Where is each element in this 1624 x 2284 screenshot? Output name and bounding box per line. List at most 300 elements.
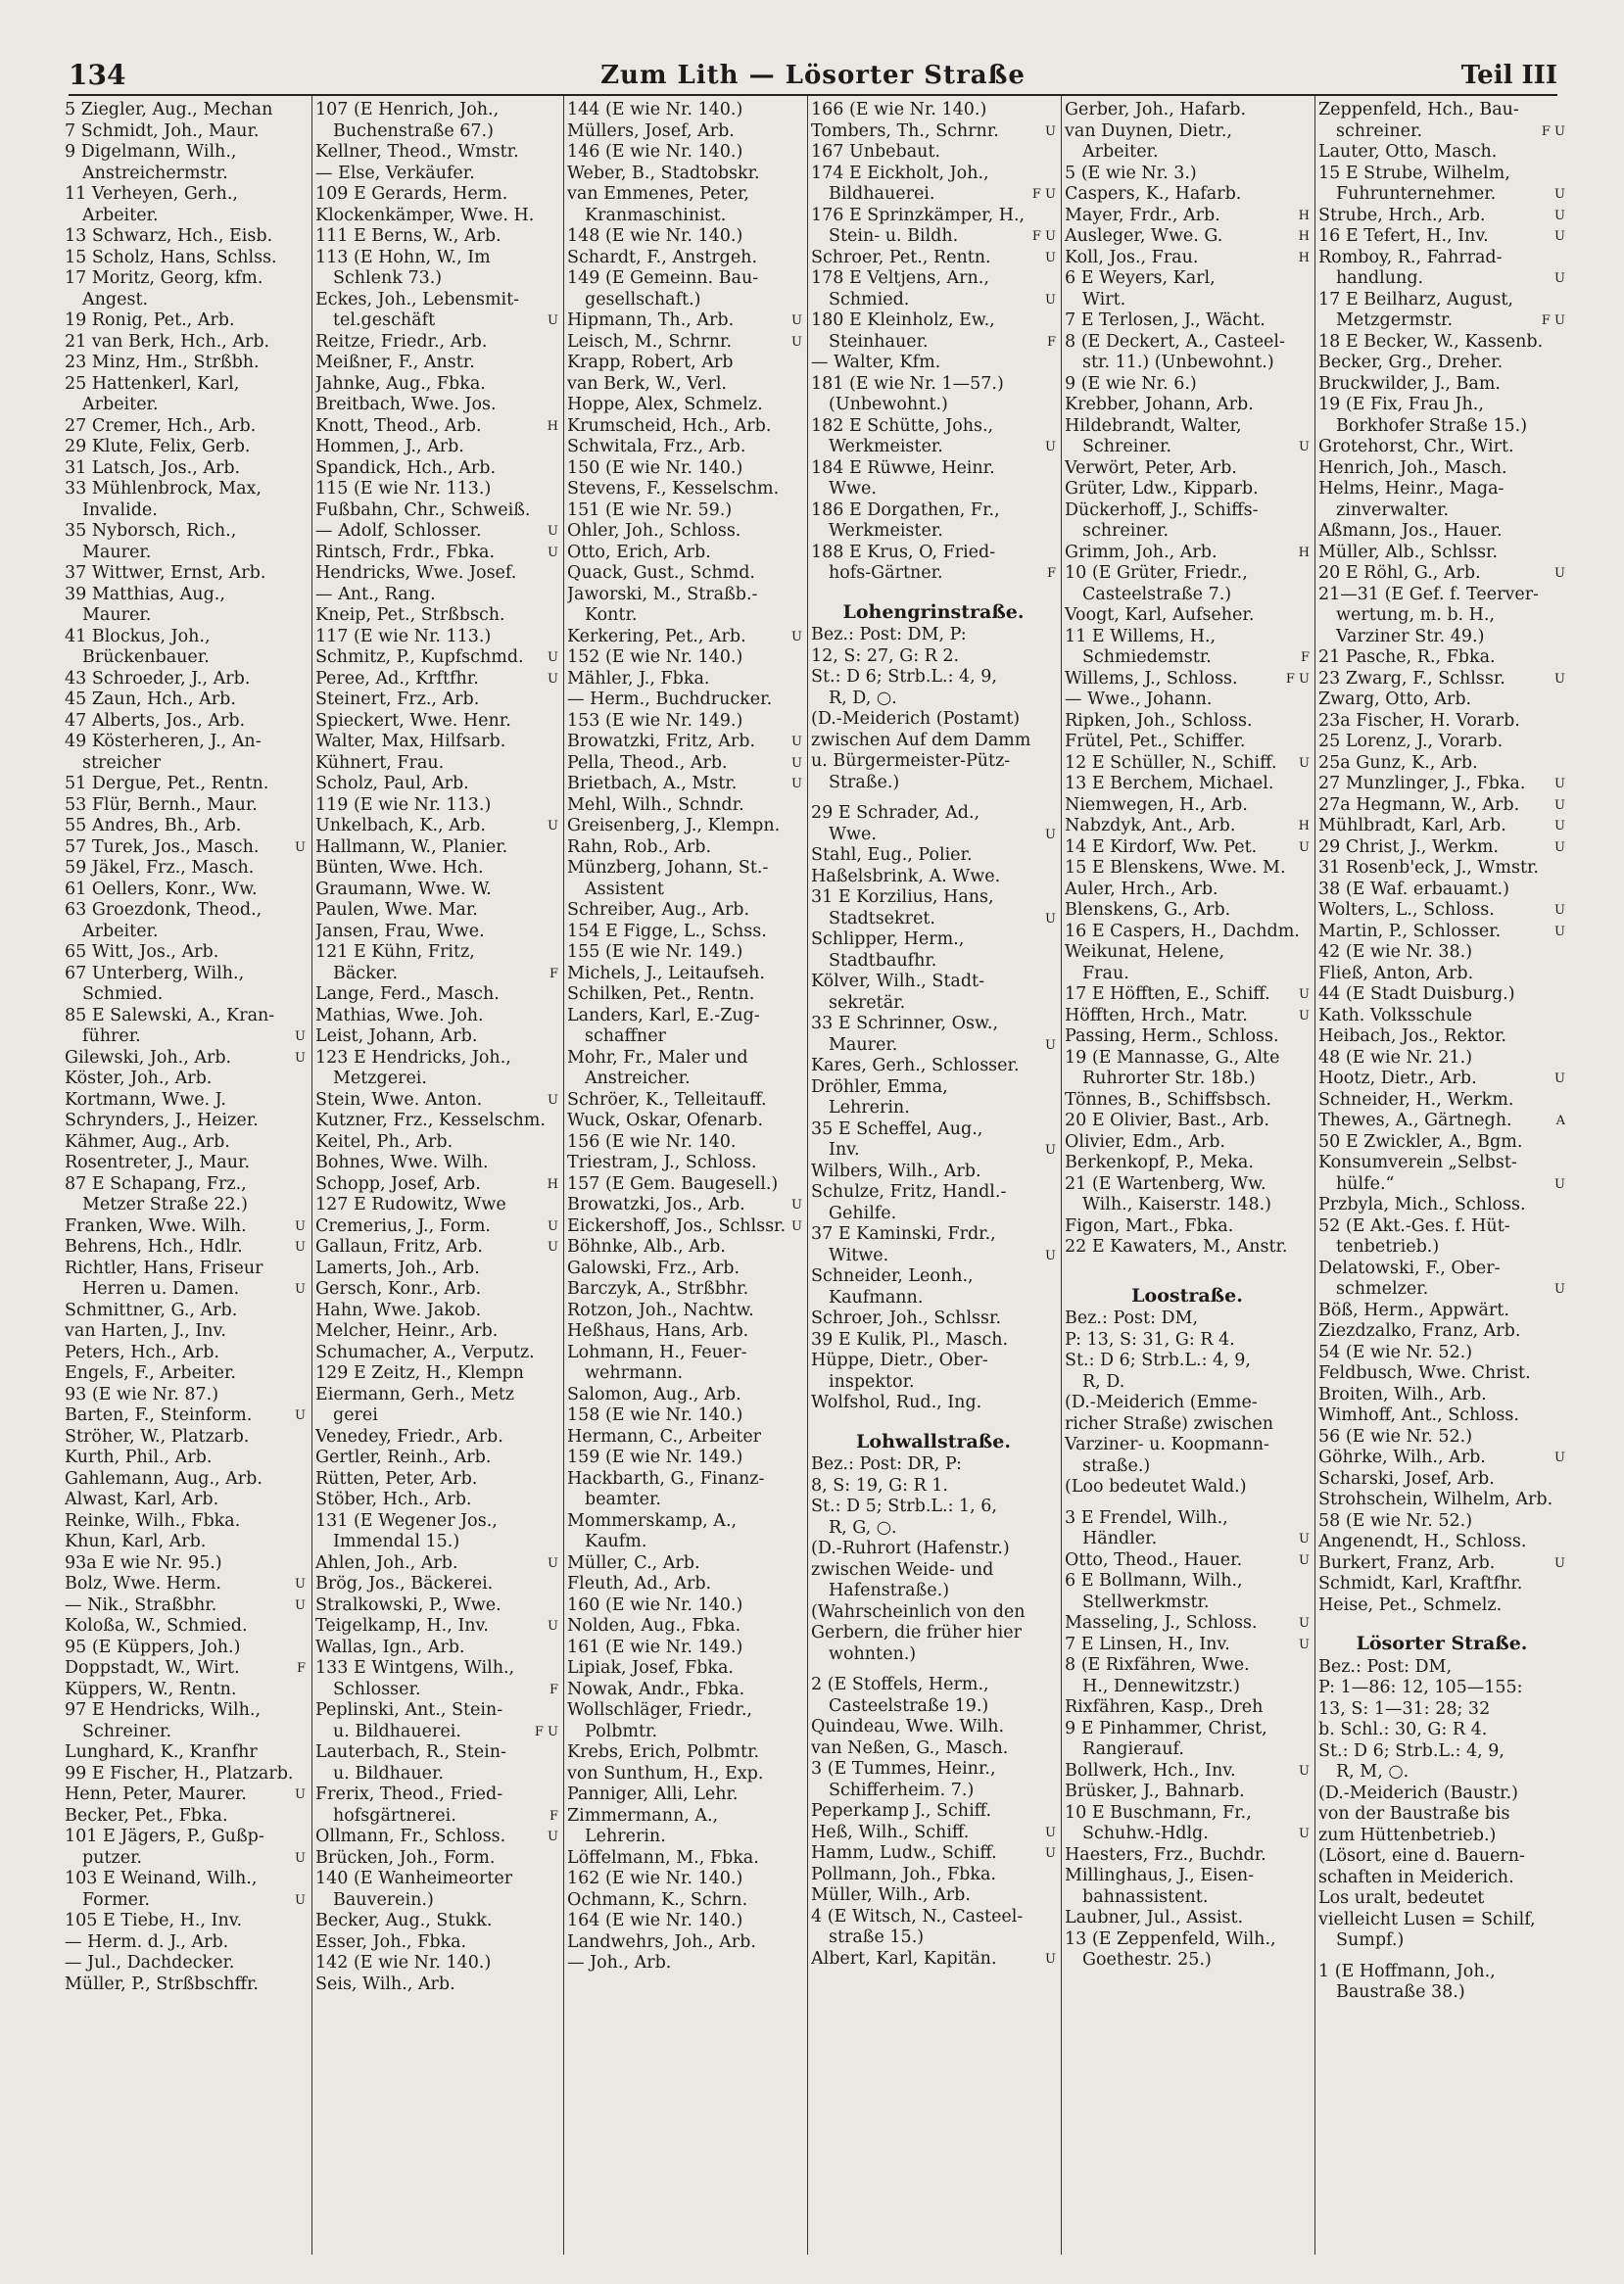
entry-text: 6 E Bollmann, Wilh., <box>1065 1571 1243 1591</box>
directory-entry-line <box>1065 458 1310 480</box>
entry-suffix-marker: U <box>1554 1176 1565 1192</box>
entry-text: Helms, Heinr., Maga- <box>1318 479 1505 499</box>
directory-entry-line <box>1318 669 1565 690</box>
entry-text: Müller, Alb., Schlssr. <box>1318 542 1499 562</box>
directory-entry-line <box>65 374 306 396</box>
directory-entry-line <box>1065 732 1310 753</box>
entry-text: Esser, Joh., Fbka. <box>315 1931 467 1952</box>
entry-text: 140 (E Wanheimeorter <box>315 1869 513 1888</box>
entry-text: Brückenbauer. <box>82 647 210 667</box>
entry-suffix-marker: U <box>548 545 558 560</box>
directory-entry-line <box>65 1700 306 1722</box>
spacer <box>1318 1952 1565 1962</box>
directory-entry-line <box>315 206 558 227</box>
entry-text: Hallmann, W., Planier. <box>315 836 508 857</box>
entry-text: 164 (E wie Nr. 140.) <box>567 1911 743 1930</box>
directory-entry-line <box>567 437 802 458</box>
entry-text: — Herm., Buchdrucker. <box>567 690 773 709</box>
entry-suffix-marker: U <box>1554 777 1565 791</box>
directory-entry-line <box>811 1696 1056 1718</box>
directory-entry-line <box>65 1195 306 1216</box>
entry-text: 11 Verheyen, Gerh., <box>65 184 238 204</box>
entry-text: Hildebrandt, Walter, <box>1065 415 1242 436</box>
directory-entry-line <box>1065 1908 1310 1929</box>
entry-text: Pella, Theod., Arb. <box>567 752 728 773</box>
directory-entry-line <box>567 353 802 374</box>
directory-entry-line <box>315 1237 558 1259</box>
entry-text: Kaufm. <box>585 1532 647 1551</box>
entry-text: Paulen, Wwe. Mar. <box>315 900 478 920</box>
column-divider <box>563 96 564 2255</box>
entry-text: Angenendt, H., Schloss. <box>1318 1532 1527 1551</box>
spacer <box>811 1665 1056 1675</box>
directory-entry-line <box>811 1476 1056 1498</box>
entry-text: 9 Digelmann, Wilh., <box>65 142 237 162</box>
entry-text: Fleuth, Ad., Arb. <box>567 1574 712 1594</box>
directory-entry-line <box>65 1616 306 1638</box>
directory-entry-line <box>65 142 306 164</box>
entry-text: Bez.: Post: DM, <box>1065 1309 1199 1328</box>
directory-entry-line <box>315 1975 558 1996</box>
entry-suffix-marker: U <box>1554 819 1565 833</box>
directory-entry-line <box>65 1848 306 1870</box>
entry-text: 188 E Krus, O, Fried- <box>811 542 996 562</box>
entry-text: Gahlemann, Aug., Arb. <box>65 1468 263 1489</box>
entry-text: 7 E Terlosen, J., Wächt. <box>1065 310 1266 330</box>
directory-entry-line <box>65 837 306 859</box>
entry-text: 7 E Linsen, H., Inv. <box>1065 1634 1230 1654</box>
directory-entry-line <box>1318 1699 1565 1721</box>
entry-suffix-marker: U <box>295 1892 306 1908</box>
entry-text: Khun, Karl, Arb. <box>65 1532 207 1551</box>
directory-entry-line <box>567 753 802 775</box>
entry-suffix-marker: U <box>1554 671 1565 687</box>
entry-text: Bez.: Post: DM, <box>1318 1656 1453 1677</box>
entry-text: Sumpf.) <box>1336 1930 1405 1950</box>
entry-text: H., Dennewitzstr.) <box>1082 1676 1240 1696</box>
entry-text: richer Straße) zwischen <box>1065 1413 1274 1434</box>
directory-entry-line <box>567 1574 802 1595</box>
entry-text: (Wahrscheinlich von den <box>811 1601 1026 1622</box>
entry-text: Former. <box>82 1889 151 1910</box>
directory-entry-line <box>315 1153 558 1174</box>
directory-entry-line <box>811 1623 1056 1644</box>
directory-entry-line <box>315 100 558 121</box>
entry-text: 27a Hegmann, W., Arb. <box>1318 794 1520 815</box>
entry-text: 161 (E wie Nr. 149.) <box>567 1637 743 1657</box>
directory-entry-line <box>1065 1782 1310 1803</box>
entry-text: Bez.: Post: DM, P: <box>811 625 967 644</box>
entry-text: Hahn, Wwe. Jakob. <box>315 1300 482 1320</box>
entry-text: 182 E Schütte, Johs., <box>811 415 994 436</box>
directory-entry-line <box>567 1385 802 1406</box>
directory-entry-line <box>567 647 802 669</box>
directory-entry-line <box>1065 1655 1310 1677</box>
entry-text: Lamerts, Joh., Arb. <box>315 1258 480 1278</box>
entry-text: Zwarg, Otto, Arb. <box>1318 690 1472 709</box>
entry-text: 105 E Tiebe, H., Inv. <box>65 1911 243 1930</box>
directory-entry-line <box>1318 1405 1565 1427</box>
entry-text: 22 E Kawaters, M., Anstr. <box>1065 1237 1288 1257</box>
entry-suffix-marker: U <box>548 1218 558 1234</box>
entry-text: 174 E Eickholt, Joh., <box>811 163 989 183</box>
directory-entry-line <box>1065 1697 1310 1719</box>
directory-entry-line <box>315 1932 558 1954</box>
entry-text: schreiner. <box>1082 521 1170 541</box>
entry-text: Lehrerin. <box>585 1827 666 1846</box>
entry-text: von Sunthum, H., Exp. <box>567 1763 764 1784</box>
entry-text: 35 E Scheffel, Aug., <box>811 1118 983 1139</box>
directory-entry-line <box>1318 1930 1565 1952</box>
entry-text: 17 Moritz, Georg, kfm. <box>65 268 263 288</box>
entry-text: 48 (E wie Nr. 21.) <box>1318 1047 1473 1068</box>
directory-entry-line <box>1065 543 1310 564</box>
entry-text: schmelzer. <box>1336 1279 1429 1299</box>
directory-entry-line <box>315 1890 558 1912</box>
directory-entry-line <box>315 858 558 880</box>
entry-text: Peperkamp J., Schiff. <box>811 1801 992 1821</box>
directory-entry-line <box>567 500 802 522</box>
entry-text: Brüsker, J., Bahnarb. <box>1065 1782 1245 1801</box>
directory-entry-line <box>315 1658 558 1680</box>
entry-text: 154 E Figge, L., Schss. <box>567 921 767 941</box>
directory-entry-line <box>1065 1006 1310 1027</box>
entry-text: 52 (E Akt.-Ges. f. Hüt- <box>1318 1215 1510 1236</box>
entry-text: Franken, Wwe. Wilh. <box>65 1215 247 1236</box>
directory-entry-line <box>1065 837 1310 859</box>
directory-entry-line <box>1318 1532 1565 1553</box>
entry-text: — Nik., Straßbhr. <box>65 1594 217 1615</box>
entry-text: Gilewski, Joh., Arb. <box>65 1047 232 1068</box>
directory-entry-line <box>1065 669 1310 690</box>
directory-entry-line <box>65 1827 306 1848</box>
directory-entry-line <box>315 1869 558 1890</box>
entry-text: Leisch, M., Schrnr. <box>567 331 733 352</box>
directory-entry-line <box>315 248 558 269</box>
directory-entry-line <box>1065 880 1310 901</box>
directory-entry-line <box>567 1195 802 1216</box>
entry-suffix-marker: F <box>549 1682 558 1697</box>
entry-text: R, D. <box>1082 1371 1125 1392</box>
directory-entry-line <box>567 310 802 332</box>
directory-entry-line <box>811 268 1056 290</box>
entry-text: Keitel, Ph., Arb. <box>315 1131 454 1152</box>
entry-text: Gehilfe. <box>829 1203 897 1223</box>
directory-entry-line <box>315 1363 558 1385</box>
directory-entry-line <box>315 332 558 354</box>
entry-text: Schlipper, Herm., <box>811 929 965 949</box>
directory-entry-line <box>1318 1511 1565 1533</box>
directory-entry-line <box>315 1511 558 1533</box>
directory-entry-line <box>811 1204 1056 1225</box>
entry-text: Melcher, Heinr., Arb. <box>315 1321 499 1341</box>
directory-entry-line <box>567 563 802 585</box>
directory-entry-line <box>811 1602 1056 1624</box>
entry-text: 152 (E wie Nr. 140.) <box>567 647 743 667</box>
directory-entry-line <box>65 669 306 690</box>
entry-text: Henrich, Joh., Masch. <box>1318 457 1507 478</box>
directory-entry-line <box>1318 900 1565 922</box>
directory-entry-line <box>65 1911 306 1932</box>
entry-text: 11 E Willems, H., <box>1065 626 1217 646</box>
directory-entry-line <box>65 1111 306 1132</box>
directory-entry-line <box>315 142 558 164</box>
entry-suffix-marker: U <box>1554 208 1565 223</box>
directory-entry-line <box>315 690 558 711</box>
entry-text: Anstreichermstr. <box>82 163 228 183</box>
entry-text: Grotehorst, Chr., Wirt. <box>1318 437 1514 456</box>
directory-entry-line <box>315 543 558 564</box>
entry-text: Wollschläger, Friedr., <box>567 1700 752 1720</box>
directory-entry-line <box>315 647 558 669</box>
entry-text: Varziner- u. Koopmann- <box>1065 1435 1269 1454</box>
entry-text: Immendal 15.) <box>333 1532 460 1551</box>
entry-text: van Harten, J., Inv. <box>65 1321 226 1341</box>
entry-text: 51 Dergue, Pet., Rentn. <box>65 774 269 793</box>
directory-entry-line <box>315 1279 558 1301</box>
directory-entry-line <box>315 1216 558 1238</box>
entry-text: 13, S: 1—31: 28; 32 <box>1318 1698 1491 1719</box>
entry-suffix-marker: U <box>295 1029 306 1044</box>
directory-entry-line <box>1318 647 1565 669</box>
entry-suffix-marker: U <box>1554 903 1565 918</box>
directory-entry-line <box>811 1246 1056 1267</box>
directory-entry-line <box>811 395 1056 416</box>
entry-text: 111 E Berns, W., Arb. <box>315 226 502 246</box>
entry-text: — Herm. d. J., Arb. <box>65 1931 229 1952</box>
directory-entry-line <box>1318 816 1565 837</box>
directory-entry-line <box>1318 1888 1565 1910</box>
directory-entry-line <box>315 290 558 311</box>
entry-suffix-marker: U <box>1554 566 1565 581</box>
entry-text: Cremerius, J., Form. <box>315 1215 491 1236</box>
entry-suffix-marker: U <box>1045 250 1056 265</box>
directory-entry-line <box>1318 1868 1565 1889</box>
directory-entry-line <box>811 1823 1056 1844</box>
entry-text: 109 E Gerards, Herm. <box>315 184 508 204</box>
directory-entry-line <box>1318 1678 1565 1699</box>
entry-text: Walter, Max, Hilfsarb. <box>315 732 506 751</box>
directory-entry-line <box>1318 1982 1565 2004</box>
entry-text: 142 (E wie Nr. 140.) <box>315 1953 492 1973</box>
directory-entry-line <box>315 900 558 922</box>
directory-entry-line <box>315 1385 558 1406</box>
entry-text: Bez.: Post: DR, P: <box>811 1454 962 1474</box>
entry-text: Schrynders, J., Heizer. <box>65 1111 259 1130</box>
entry-text: Willems, J., Schloss. <box>1065 668 1238 689</box>
entry-text: 49 Kösterheren, J., An- <box>65 732 262 751</box>
entry-text: Wilh., Kaiserstr. 148.) <box>1082 1195 1272 1214</box>
directory-entry-line <box>1065 753 1310 775</box>
directory-entry-line <box>567 1511 802 1533</box>
directory-entry-line <box>315 1764 558 1785</box>
entry-text: Schreiner. <box>1082 437 1172 456</box>
entry-text: Ochmann, K., Schrn. <box>567 1889 748 1910</box>
directory-entry-line <box>315 1069 558 1090</box>
entry-text: u. Bildhauer. <box>333 1763 444 1784</box>
entry-suffix-marker: H <box>1298 229 1310 244</box>
directory-entry-line <box>315 353 558 374</box>
directory-entry-line <box>811 1644 1056 1666</box>
entry-text: Haßelsbrink, A. Wwe. <box>811 866 1001 886</box>
directory-entry-line <box>567 1700 802 1722</box>
entry-text: Varziner Str. 49.) <box>1336 626 1485 646</box>
entry-text: Gersch, Konr., Arb. <box>315 1279 482 1299</box>
directory-entry-line <box>811 1162 1056 1183</box>
directory-entry-line <box>567 669 802 690</box>
entry-text: 181 (E wie Nr. 1—57.) <box>811 373 1004 394</box>
entry-text: St.: D 6; Strb.L.: 4, 9, <box>811 667 997 687</box>
directory-entry-line <box>1065 1824 1310 1845</box>
entry-text: str. 11.) (Unbewohnt.) <box>1082 353 1274 372</box>
entry-text: Straße.) <box>829 772 900 792</box>
entry-text: 57 Turek, Jos., Masch. <box>65 836 260 857</box>
entry-text: 23 Zwarg, F., Schlssr. <box>1318 668 1505 689</box>
directory-entry-line <box>1318 1132 1565 1154</box>
directory-entry-line <box>1318 1553 1565 1575</box>
directory-entry-line <box>65 164 306 185</box>
directory-entry-line <box>65 605 306 627</box>
entry-text: Blenskens, G., Arb. <box>1065 900 1231 920</box>
directory-entry-line <box>315 1595 558 1617</box>
entry-text: 9 (E wie Nr. 6.) <box>1065 373 1197 394</box>
entry-text: 7 Schmidt, Joh., Maur. <box>65 120 260 141</box>
entry-text: Hommen, J., Arb. <box>315 437 464 456</box>
directory-entry-line <box>315 164 558 185</box>
entry-text: 59 Jäkel, Frz., Masch. <box>65 858 255 878</box>
entry-suffix-marker: F <box>1046 566 1056 581</box>
directory-entry-line <box>315 1405 558 1427</box>
directory-entry-line <box>567 1301 802 1322</box>
entry-text: Otto, Erich, Arb. <box>567 542 711 562</box>
directory-entry-line <box>567 1532 802 1553</box>
entry-text: Nolden, Aug., Fbka. <box>567 1616 741 1636</box>
entry-text: 1 (E Hoffmann, Joh., <box>1318 1961 1496 1981</box>
entry-text: Stevens, F., Kesselschm. <box>567 479 780 499</box>
entry-text: Strohschein, Wilhelm, Arb. <box>1318 1490 1553 1509</box>
directory-entry-line <box>811 290 1056 311</box>
column-divider <box>807 96 808 2255</box>
directory-entry-line <box>1065 1069 1310 1090</box>
entry-text: Figon, Mart., Fbka. <box>1065 1215 1234 1236</box>
directory-entry-line <box>567 984 802 1006</box>
column-divider <box>1314 96 1315 2255</box>
entry-suffix-marker: U <box>548 524 558 539</box>
directory-entry-line <box>65 690 306 711</box>
entry-suffix-marker: U <box>1554 924 1565 939</box>
directory-entry-line <box>1065 1090 1310 1112</box>
entry-text: Schardt, F., Anstrgeh. <box>567 247 758 267</box>
directory-entry-line <box>65 1385 306 1406</box>
directory-entry-line <box>567 121 802 143</box>
entry-suffix-marker: F U <box>1031 229 1056 244</box>
directory-entry-line <box>65 1237 306 1259</box>
directory-entry-line <box>1065 964 1310 985</box>
entry-suffix-marker: U <box>791 735 802 749</box>
directory-entry-line <box>315 1343 558 1364</box>
entry-text: Becker, Aug., Stukk. <box>315 1911 493 1930</box>
entry-text: straße.) <box>1082 1455 1151 1476</box>
entry-suffix-marker: U <box>1045 292 1056 308</box>
directory-entry-line <box>315 1700 558 1722</box>
entry-text: Lipiak, Josef, Fbka. <box>567 1658 734 1678</box>
directory-entry-line <box>1318 732 1565 753</box>
entry-text: tel.geschäft <box>333 310 436 330</box>
directory-entry-line <box>65 395 306 416</box>
entry-text: Romboy, R., Fahrrad- <box>1318 247 1503 267</box>
entry-text: Schumacher, A., Verputz. <box>315 1342 535 1362</box>
directory-entry-line <box>811 1098 1056 1119</box>
entry-text: Schmied. <box>829 289 910 309</box>
entry-text: Werkmeister. <box>829 521 943 541</box>
directory-entry-line <box>315 774 558 795</box>
directory-entry-line <box>567 816 802 837</box>
entry-text: Mommerskamp, A., <box>567 1510 738 1531</box>
street-heading: Loostraße. <box>1131 1284 1243 1307</box>
directory-entry-line <box>1318 1804 1565 1826</box>
entry-text: Barten, F., Steinform. <box>65 1405 253 1425</box>
entry-text: Rixfähren, Kasp., Dreh <box>1065 1697 1264 1717</box>
entry-suffix-marker: U <box>1299 755 1310 771</box>
entry-text: 19 (E Fix, Frau Jh., <box>1318 395 1484 414</box>
directory-entry-line <box>1318 605 1565 627</box>
entry-text: Landwehrs, Joh., Arb. <box>567 1931 756 1952</box>
entry-text: Olivier, Edm., Arb. <box>1065 1131 1225 1152</box>
entry-suffix-marker: U <box>548 671 558 687</box>
entry-text: Ziezdzalko, Franz, Arb. <box>1318 1321 1521 1341</box>
entry-text: Mohr, Fr., Maler und <box>567 1047 748 1068</box>
directory-entry-line <box>567 1722 802 1743</box>
directory-entry-line <box>65 1511 306 1533</box>
entry-text: Angest. <box>82 289 149 309</box>
entry-text: van Duynen, Dietr., <box>1065 120 1232 141</box>
entry-text: 158 (E wie Nr. 140.) <box>567 1405 743 1425</box>
directory-entry-line <box>315 1026 558 1048</box>
entry-text: Schifferheim. 7.) <box>829 1780 975 1800</box>
directory-entry-line <box>567 1869 802 1890</box>
directory-entry-line <box>1065 416 1310 438</box>
directory-entry-line <box>1065 1393 1310 1414</box>
entry-text: 21 (E Wartenberg, Ww. <box>1065 1173 1266 1194</box>
entry-text: Kontr. <box>585 605 638 625</box>
directory-entry-line <box>1318 1153 1565 1174</box>
entry-text: Stein- u. Bildh. <box>829 226 959 246</box>
entry-text: 41 Blockus, Joh., <box>65 626 211 646</box>
directory-entry-line <box>811 1330 1056 1352</box>
directory-entry-line <box>315 1448 558 1469</box>
entry-text: Metzgerei. <box>333 1069 427 1088</box>
entry-suffix-marker: U <box>295 1787 306 1802</box>
directory-entry-line <box>315 563 558 585</box>
entry-text: Grimm, Joh., Arb. <box>1065 542 1218 562</box>
entry-text: — Else, Verkäufer. <box>315 163 475 183</box>
directory-entry-line <box>315 395 558 416</box>
directory-entry-line <box>811 1717 1056 1738</box>
directory-entry-line <box>1065 1950 1310 1972</box>
directory-entry-line <box>1065 1571 1310 1593</box>
entry-text: Graumann, Wwe. W. <box>315 879 492 899</box>
directory-entry-line <box>811 1843 1056 1865</box>
entry-suffix-marker: U <box>1045 1951 1056 1967</box>
directory-entry-line <box>315 1469 558 1491</box>
entry-text: Schwitala, Frz., Arb. <box>567 437 746 456</box>
entry-text: Anstreicher. <box>585 1069 691 1088</box>
directory-entry-line <box>811 887 1056 909</box>
directory-entry-line <box>1065 1761 1310 1783</box>
entry-text: Schroer, Joh., Schlssr. <box>811 1309 1002 1328</box>
column-1 <box>65 100 306 2255</box>
entry-text: Eiermann, Gerh., Metz <box>315 1384 514 1404</box>
